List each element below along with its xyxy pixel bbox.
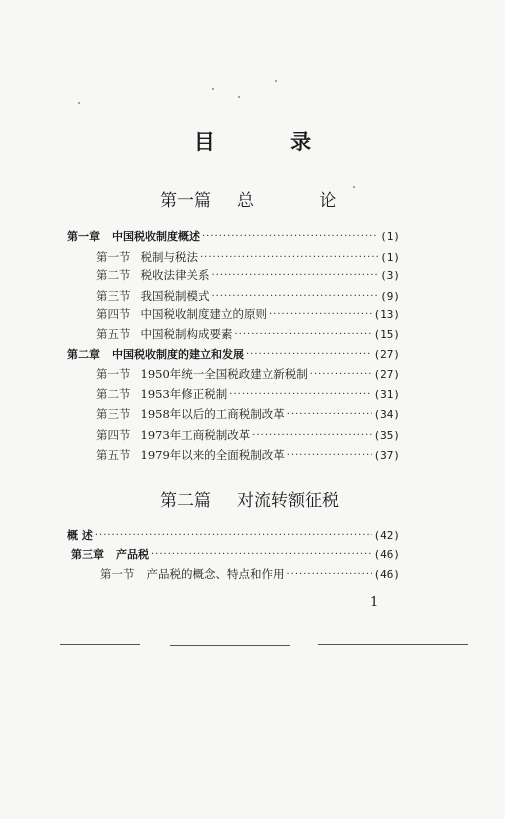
leader-dots: [202, 228, 378, 245]
leader-dots: [246, 346, 372, 363]
page-ref: (34): [373, 408, 400, 421]
scan-edge-rule: [170, 645, 290, 646]
entry-title: 产品税: [116, 548, 149, 561]
toc-entry-section[interactable]: [96, 406, 400, 423]
leader-dots: [287, 447, 372, 464]
part-heading-2: [160, 486, 339, 511]
entry-title: 我国税制模式: [140, 289, 210, 303]
entry-title: 中国税收制度概述: [112, 230, 200, 243]
part-label: 第二篇: [160, 491, 211, 511]
section-label: 第三节: [96, 289, 131, 303]
toc-entry-section[interactable]: [96, 326, 400, 343]
overview-label: 概 述: [67, 529, 93, 542]
toc-entry-section[interactable]: [96, 447, 400, 464]
page-ref: (27): [373, 368, 400, 381]
entry-title: 税收法律关系: [140, 268, 210, 282]
leader-dots: [229, 386, 371, 403]
entry-title: 1950年统一全国税政建立新税制: [140, 367, 308, 381]
section-label: 第一节: [96, 367, 131, 381]
scan-edge-rule: [318, 644, 468, 645]
entry-title: 1953年修正税制: [140, 387, 228, 401]
toc-entry-section[interactable]: [96, 267, 400, 284]
part-label: 第一篇: [160, 191, 211, 211]
page-ref: (1): [380, 230, 400, 243]
section-label: 第二节: [96, 387, 131, 401]
page-number: 1: [370, 595, 379, 610]
page-ref: (37): [373, 449, 400, 462]
page-ref: (3): [380, 269, 400, 282]
page-ref: (46): [373, 568, 400, 581]
leader-dots: [269, 306, 372, 323]
page-ref: (1): [380, 251, 400, 264]
toc-entry-section[interactable]: [96, 386, 400, 403]
chapter-label: 第一章: [67, 230, 100, 243]
page-ref: (35): [373, 429, 400, 442]
leader-dots: [212, 288, 379, 305]
toc-entry-section[interactable]: [96, 427, 400, 444]
toc-entry-section[interactable]: [96, 306, 400, 323]
leader-dots: [212, 267, 379, 284]
entry-title: 中国税收制度的建立和发展: [112, 348, 244, 361]
chapter-label: 第二章: [67, 348, 100, 361]
page-ref: (15): [373, 328, 400, 341]
page-ref: (42): [373, 529, 400, 542]
toc-title: 目 录: [193, 129, 346, 154]
entry-title: 中国税制构成要素: [140, 327, 233, 341]
scan-edge-rule: [60, 644, 140, 645]
leader-dots: [151, 546, 372, 563]
page-ref: (31): [373, 388, 400, 401]
toc-entry-chapter-2[interactable]: [67, 346, 400, 363]
toc-entry-section[interactable]: [96, 366, 400, 383]
scan-speck: [78, 102, 80, 104]
leader-dots: [252, 427, 371, 444]
page-ref: (9): [380, 290, 400, 303]
scan-speck: [238, 96, 240, 98]
part-title: 总 论: [237, 191, 367, 211]
toc-entry-chapter-3[interactable]: [71, 546, 400, 563]
section-label: 第四节: [96, 307, 131, 321]
page-ref: (13): [373, 308, 400, 321]
section-label: 第三节: [96, 407, 131, 421]
part-title: 对流转额征税: [237, 491, 339, 511]
entry-title: 1973年工商税制改革: [140, 428, 251, 442]
entry-title: 税制与税法: [140, 250, 198, 264]
leader-dots: [95, 527, 372, 544]
chapter-label: 第三章: [71, 548, 104, 561]
entry-title: 产品税的概念、特点和作用: [146, 567, 285, 581]
page-ref: (46): [373, 548, 400, 561]
entry-title: 1979年以来的全面税制改革: [140, 448, 285, 462]
toc-entry-section[interactable]: [96, 288, 400, 305]
scan-speck: [275, 80, 277, 82]
scan-speck: [212, 88, 214, 90]
leader-dots: [287, 566, 372, 583]
leader-dots: [235, 326, 372, 343]
toc-entry-section[interactable]: [100, 566, 400, 583]
toc-entry-section[interactable]: [96, 249, 400, 266]
section-label: 第一节: [100, 567, 135, 581]
section-label: 第五节: [96, 327, 131, 341]
leader-dots: [287, 406, 372, 423]
leader-dots: [310, 366, 372, 383]
section-label: 第一节: [96, 250, 131, 264]
page-ref: (27): [373, 348, 400, 361]
toc-entry-overview[interactable]: [67, 527, 400, 544]
leader-dots: [200, 249, 378, 266]
section-label: 第二节: [96, 268, 131, 282]
section-label: 第五节: [96, 448, 131, 462]
toc-entry-chapter-1[interactable]: [67, 228, 400, 245]
entry-title: 中国税收制度建立的原则: [140, 307, 267, 321]
entry-title: 1958年以后的工商税制改革: [140, 407, 285, 421]
section-label: 第四节: [96, 428, 131, 442]
part-heading-1: [160, 186, 366, 211]
